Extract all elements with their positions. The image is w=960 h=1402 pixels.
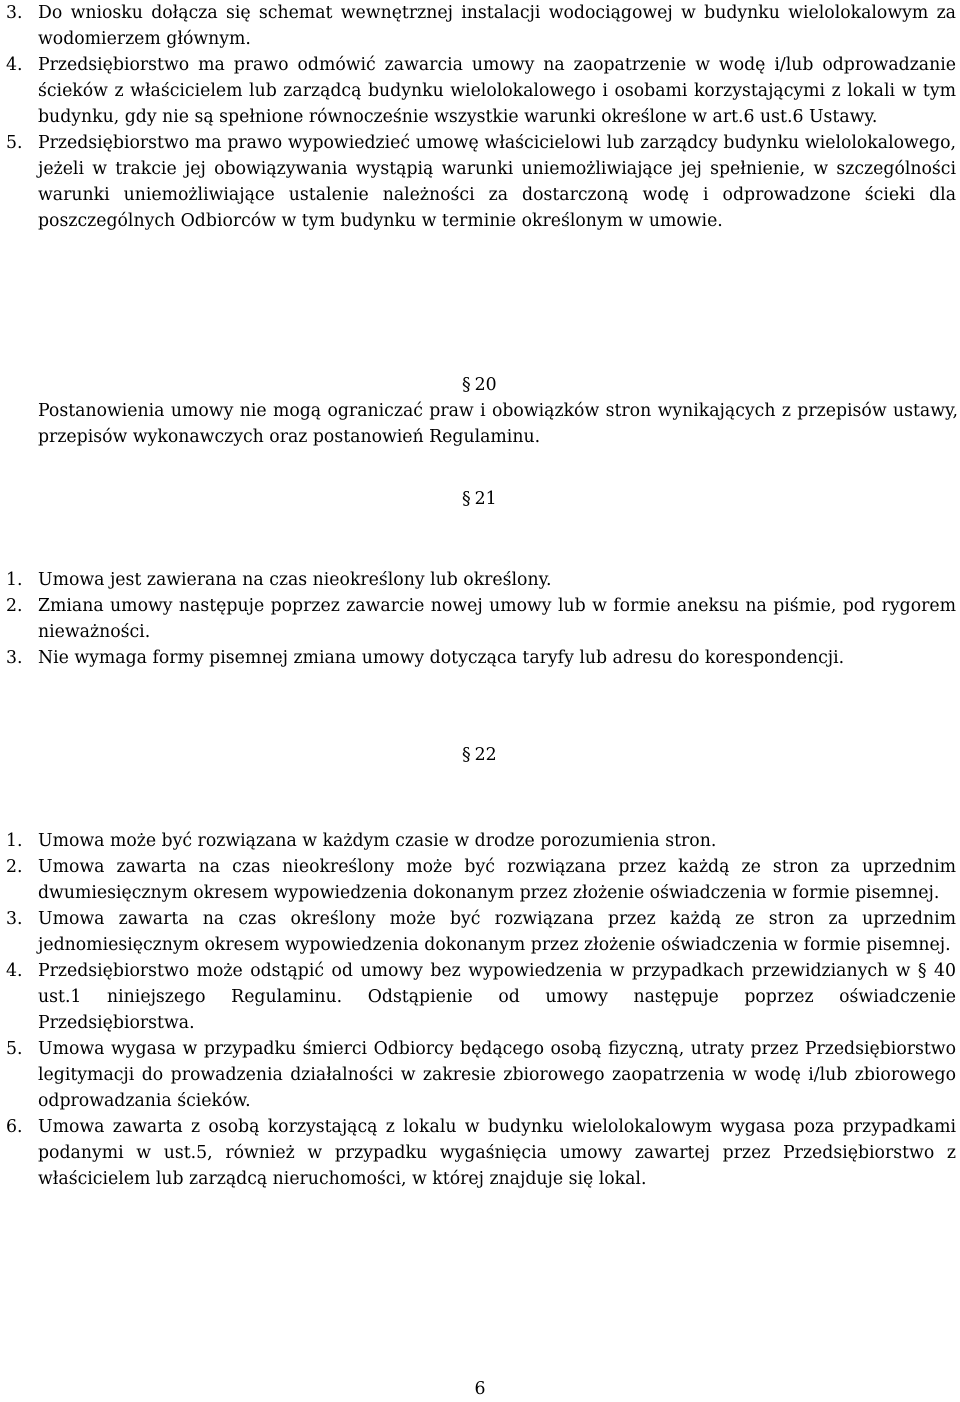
item-text: Nie wymaga formy pisemnej zmiana umowy dotycząca taryfy lub adresu do korespondencji. <box>38 648 845 668</box>
section-number: 21 <box>474 489 497 509</box>
item-text: Przedsiębiorstwo ma prawo odmówić zawarcia umowy na zaopatrzenie w wodę i/lub odprowadzanie ścieków z właścicielem lub zarządcą budynku wielolokalowego i osobami korzystającymi z lokali w tym budynku, gdy nie są spełnione równocześnie wszystkie warunki określone w art.6 ust.6 Ustawy. <box>38 55 956 127</box>
section-20-paragraph <box>6 398 958 450</box>
section-21-list <box>6 567 956 671</box>
item-text: Umowa zawarta na czas określony może być rozwiązana przez każdą ze stron za uprzednim jednomiesięcznym okresem wypowiedzenia dokonanym przez złożenie oświadczenia w formie pisemnej. <box>38 909 956 955</box>
item-number: 4. <box>6 961 23 981</box>
item-text: Umowa wygasa w przypadku śmierci Odbiorcy będącego osobą fizyczną, utraty przez Przedsiębiorstwo legitymacji do prowadzenia działalności w zakresie zbiorowego zaopatrzenia w wodę i/lub zbiorowego odprowadzania ścieków. <box>38 1039 956 1111</box>
item-number: 5. <box>6 1039 23 1059</box>
list-item <box>6 828 956 854</box>
item-text: Do wniosku dołącza się schemat wewnętrznej instalacji wodociągowej w budynku wielolokalowym za wodomierzem głównym. <box>38 3 956 49</box>
list-item <box>6 0 956 52</box>
list-item <box>6 958 956 1036</box>
item-number: 4. <box>6 55 23 75</box>
section-number: 22 <box>474 745 497 765</box>
item-text: Umowa zawarta na czas nieokreślony może być rozwiązana przez każdą ze stron za uprzednim dwumiesięcznym okresem wypowiedzenia dokonanym przez złożenie oświadczenia w formie pisemnej. <box>38 857 956 903</box>
item-text: Przedsiębiorstwo ma prawo wypowiedzieć umowę właścicielowi lub zarządcy budynku wielolokalowego, jeżeli w trakcie jej obowiązywania wystąpią warunki uniemożliwiające jej spełnienie, w szczególności warunki uniemożliwiające ustalenie należności za dostarczoną wodę i odprowadzone ścieki dla poszczególnych Odbiorców w tym budynku w terminie określonym w umowie. <box>38 133 956 231</box>
list-item <box>6 52 956 130</box>
list-item <box>6 593 956 645</box>
section-heading-21 <box>462 486 497 512</box>
item-number: 2. <box>6 857 23 877</box>
list-item <box>6 854 956 906</box>
list-item <box>6 1114 956 1192</box>
item-number: 2. <box>6 596 23 616</box>
list-continuation <box>6 0 956 234</box>
item-text: Umowa zawarta z osobą korzystającą z lokalu w budynku wielolokalowym wygasa poza przypadkami podanymi w ust.5, również w przypadku wygaśnięcia umowy zawartej przez Przedsiębiorstwo z właścicielem lub zarządcą nieruchomości, w której znajduje się lokal. <box>38 1117 956 1189</box>
list-item <box>6 130 956 234</box>
item-number: 1. <box>6 570 23 590</box>
item-text-after: 40 ust.1 niniejszego Regulaminu. Odstąpienie od umowy następuje poprzez oświadczenie Przedsiębiorstwa. <box>38 961 956 1033</box>
list-item <box>6 906 956 958</box>
section-symbol: § <box>462 375 471 395</box>
list-item <box>6 567 956 593</box>
item-text-before: Przedsiębiorstwo może odstąpić od umowy bez wypowiedzenia w przypadkach przewidzianych w <box>38 961 918 981</box>
item-number: 3. <box>6 909 23 929</box>
item-number: 3. <box>6 3 23 23</box>
item-number: 1. <box>6 831 23 851</box>
section-20-text: Postanowienia umowy nie mogą ograniczać praw i obowiązków stron wynikających z przepisów ustawy, przepisów wykonawczych oraz postanowień Regulaminu. <box>38 401 958 447</box>
item-number: 5. <box>6 133 23 153</box>
item-text: Zmiana umowy następuje poprzez zawarcie nowej umowy lub w formie aneksu na piśmie, pod rygorem nieważności. <box>38 596 956 642</box>
item-text: Umowa może być rozwiązana w każdym czasie w drodze porozumienia stron. <box>38 831 717 851</box>
section-heading-20 <box>462 372 497 398</box>
item-number: 3. <box>6 648 23 668</box>
page-number: 6 <box>474 1379 486 1399</box>
list-item <box>6 645 956 671</box>
item-text <box>38 958 956 1036</box>
item-text: Umowa jest zawierana na czas nieokreślony lub określony. <box>38 570 552 590</box>
item-number: 6. <box>6 1117 23 1137</box>
section-22-list <box>6 828 956 1192</box>
section-symbol: § <box>462 489 471 509</box>
list-item <box>6 1036 956 1114</box>
section-reference-symbol: § <box>917 961 927 981</box>
section-number: 20 <box>474 375 497 395</box>
section-symbol: § <box>462 745 471 765</box>
section-heading-22 <box>462 742 497 768</box>
